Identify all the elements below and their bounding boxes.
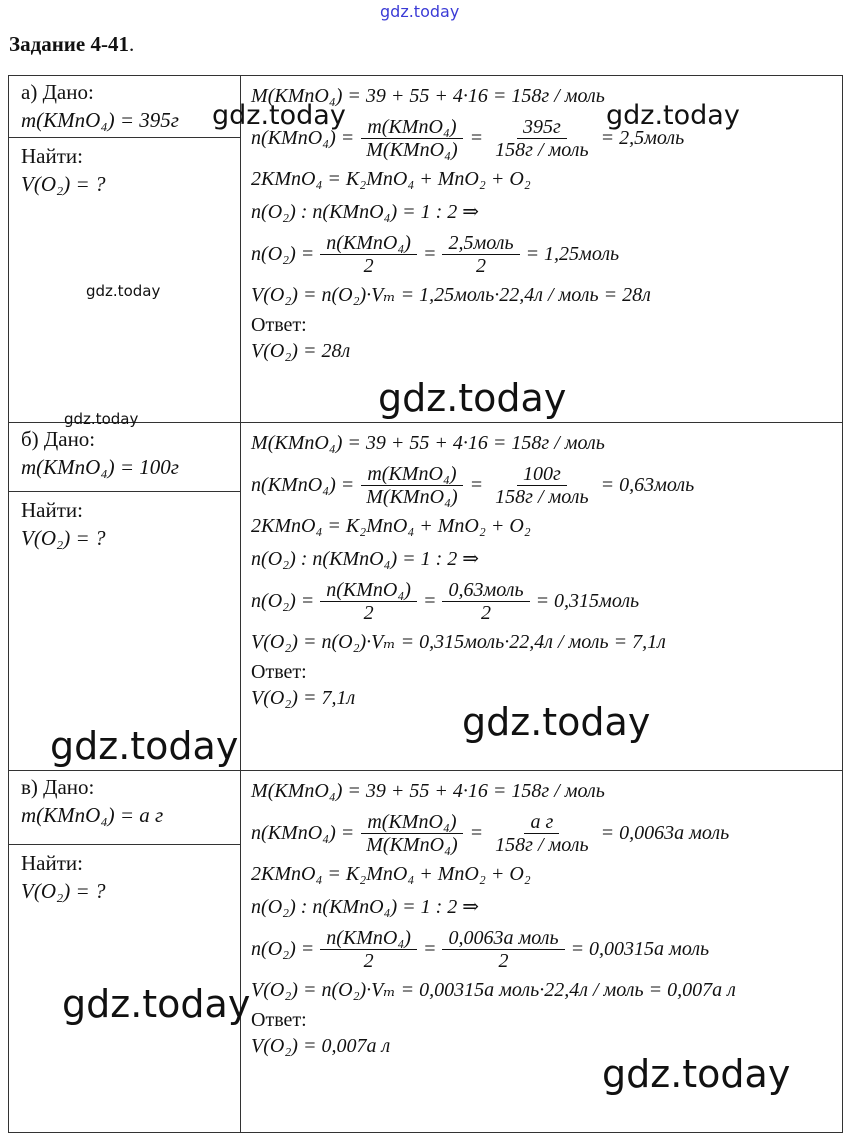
fraction-denominator: M(KMnO₄) <box>366 485 458 508</box>
o2-moles-result: = 1,25моль <box>525 242 620 265</box>
section-b-find <box>9 492 240 552</box>
reaction-equation: 2KMnO₄ = K₂MnO₄ + MnO₂ + O₂ <box>251 168 531 190</box>
fraction-numerator: 2,5моль <box>442 232 519 255</box>
fraction-numerator: 0,63моль <box>442 579 529 602</box>
mole-ratio: n(O₂) : n(KMnO₄) = 1 : 2 ⇒ <box>251 896 480 918</box>
fraction-numerator: a г <box>524 811 559 834</box>
solution-table <box>8 75 843 1133</box>
find-label: Найти: <box>21 144 83 168</box>
volume-line: V(O₂) = n(O₂)·Vₘ = 0,00315a моль·22,4л / моль = 0,007a л <box>251 979 736 1001</box>
fraction-values <box>489 463 594 508</box>
o2-moles-lhs: n(O₂) = <box>251 589 315 612</box>
given-value: m(KMnO₄) = a г <box>21 803 164 827</box>
find-value: V(O₂) = ? <box>21 879 106 903</box>
o2-moles-line: n(O₂) = $\frac{\text{n(KMnO₄)}}{2}$ = $\frac{\text{2,5моль}}{2}$ = 1,25моль <box>251 231 620 277</box>
moles-line: n(KMnO₄) = $\frac{\text{m(KMnO₄)}}{\text{M(KMnO₄)}}$ = $\frac{\text{a г}}{\text{158г / моль}}$ = 0,0063a моль <box>251 810 730 856</box>
watermark: gdz.today <box>602 1052 791 1096</box>
fraction-values <box>442 232 519 277</box>
fraction-denominator: 2 <box>363 601 374 624</box>
fraction-denominator: 2 <box>481 601 492 624</box>
fraction-numerator: n(KMnO₄) <box>320 579 417 602</box>
section-c-find <box>9 845 240 905</box>
section-a-given-cell <box>9 76 241 423</box>
watermark: gdz.today <box>462 700 651 744</box>
o2-moles-result: = 0,00315a моль <box>570 937 710 960</box>
moles-lhs: n(KMnO₄) = <box>251 821 355 844</box>
fraction-formula <box>360 116 463 161</box>
given-value: m(KMnO₄) = 100г <box>21 455 179 479</box>
fraction-denominator: M(KMnO₄) <box>366 833 458 856</box>
o2-moles-line: n(O₂) = $\frac{\text{n(KMnO₄)}}{2}$ = $\frac{\text{0,0063a моль}}{2}$ = 0,00315a моль <box>251 926 710 972</box>
given-label: б) Дано: <box>21 427 96 451</box>
watermark: gdz.today <box>86 282 161 300</box>
answer-value: V(O₂) = 28л <box>251 340 351 362</box>
watermark: gdz.today <box>50 724 239 768</box>
answer-block <box>251 312 842 364</box>
reaction-equation: 2KMnO₄ = K₂MnO₄ + MnO₂ + O₂ <box>251 863 531 885</box>
fraction-numerator: 0,0063a моль <box>442 927 564 950</box>
fraction-denominator: 2 <box>363 254 374 277</box>
answer-label: Ответ: <box>251 661 307 683</box>
molar-mass-line: M(KMnO₄) = 39 + 55 + 4·16 = 158г / моль <box>251 85 605 107</box>
volume-line: V(O₂) = n(O₂)·Vₘ = 1,25моль·22,4л / моль = 28л <box>251 284 651 306</box>
molar-mass-line: M(KMnO₄) = 39 + 55 + 4·16 = 158г / моль <box>251 780 605 802</box>
section-a-given <box>9 76 240 138</box>
fraction-numerator: 395г <box>517 116 567 139</box>
fraction-values <box>489 116 594 161</box>
fraction-formula <box>360 811 463 856</box>
given-value: m(KMnO₄) = 395г <box>21 108 179 132</box>
find-value: V(O₂) = ? <box>21 526 106 550</box>
given-label: а) Дано: <box>21 80 94 104</box>
watermark: gdz.today <box>62 982 251 1026</box>
section-b-given-cell <box>9 423 241 771</box>
section-c-given-cell <box>9 771 241 1133</box>
molar-mass-line: M(KMnO₄) = 39 + 55 + 4·16 = 158г / моль <box>251 432 605 454</box>
o2-moles-result: = 0,315моль <box>535 589 640 612</box>
watermark: gdz.today <box>64 410 139 428</box>
section-a-find <box>9 138 240 198</box>
fraction-numerator: n(KMnO₄) <box>320 232 417 255</box>
watermark: gdz.today <box>606 100 740 131</box>
find-label: Найти: <box>21 498 83 522</box>
mole-ratio: n(O₂) : n(KMnO₄) = 1 : 2 ⇒ <box>251 548 480 570</box>
find-label: Найти: <box>21 851 83 875</box>
moles-line: n(KMnO₄) = $\frac{\text{m(KMnO₄)}}{\text{M(KMnO₄)}}$ = $\frac{100г}{\text{158г / моль}}$ = 0,63моль <box>251 462 695 508</box>
title-dot: . <box>128 32 135 56</box>
fraction-formula <box>360 463 463 508</box>
answer-label: Ответ: <box>251 1009 307 1031</box>
watermark-top: gdz.today <box>380 2 460 21</box>
fraction-numerator: m(KMnO₄) <box>361 811 462 834</box>
moles-line: n(KMnO₄) = $\frac{\text{m(KMnO₄)}}{\text{M(KMnO₄)}}$ = $\frac{395г}{\text{158г / моль}}$ = 2,5моль <box>251 115 685 161</box>
title-text: Задание 4-41 <box>9 32 129 56</box>
fraction-values <box>489 811 594 856</box>
moles-result: = 0,0063a моль <box>600 821 730 844</box>
fraction-numerator: 100г <box>517 463 567 486</box>
fraction-denominator: 2 <box>476 254 487 277</box>
moles-lhs: n(KMnO₄) = <box>251 126 355 149</box>
fraction-numerator: m(KMnO₄) <box>361 463 462 486</box>
section-b-given <box>9 423 240 492</box>
given-label: в) Дано: <box>21 775 95 799</box>
fraction-denominator: 158г / моль <box>495 833 589 856</box>
fraction-denominator: 158г / моль <box>495 485 589 508</box>
volume-line: V(O₂) = n(O₂)·Vₘ = 0,315моль·22,4л / моль = 7,1л <box>251 631 666 653</box>
find-value: V(O₂) = ? <box>21 172 106 196</box>
fraction-denominator: 2 <box>363 949 374 972</box>
fraction-values <box>442 927 564 972</box>
moles-lhs: n(KMnO₄) = <box>251 473 355 496</box>
page-title <box>9 32 134 57</box>
mole-ratio: n(O₂) : n(KMnO₄) = 1 : 2 ⇒ <box>251 201 480 223</box>
answer-value: V(O₂) = 7,1л <box>251 687 356 709</box>
section-b <box>9 423 843 771</box>
watermark: gdz.today <box>378 376 567 420</box>
fraction-numerator: m(KMnO₄) <box>361 116 462 139</box>
fraction-formula <box>320 579 417 624</box>
moles-result: = 0,63моль <box>600 473 695 496</box>
o2-moles-lhs: n(O₂) = <box>251 937 315 960</box>
fraction-numerator: n(KMnO₄) <box>320 927 417 950</box>
watermark: gdz.today <box>212 100 346 131</box>
reaction-equation: 2KMnO₄ = K₂MnO₄ + MnO₂ + O₂ <box>251 515 531 537</box>
fraction-formula <box>320 927 417 972</box>
fraction-values <box>442 579 529 624</box>
fraction-denominator: M(KMnO₄) <box>366 138 458 161</box>
fraction-denominator: 2 <box>498 949 509 972</box>
answer-value: V(O₂) = 0,007a л <box>251 1035 391 1057</box>
fraction-formula <box>320 232 417 277</box>
section-c-given <box>9 771 240 845</box>
answer-label: Ответ: <box>251 314 307 336</box>
o2-moles-lhs: n(O₂) = <box>251 242 315 265</box>
moles-result: = 2,5моль <box>600 126 685 149</box>
o2-moles-line: n(O₂) = $\frac{\text{n(KMnO₄)}}{2}$ = $\frac{\text{0,63моль}}{2}$ = 0,315моль <box>251 578 640 624</box>
fraction-denominator: 158г / моль <box>495 138 589 161</box>
